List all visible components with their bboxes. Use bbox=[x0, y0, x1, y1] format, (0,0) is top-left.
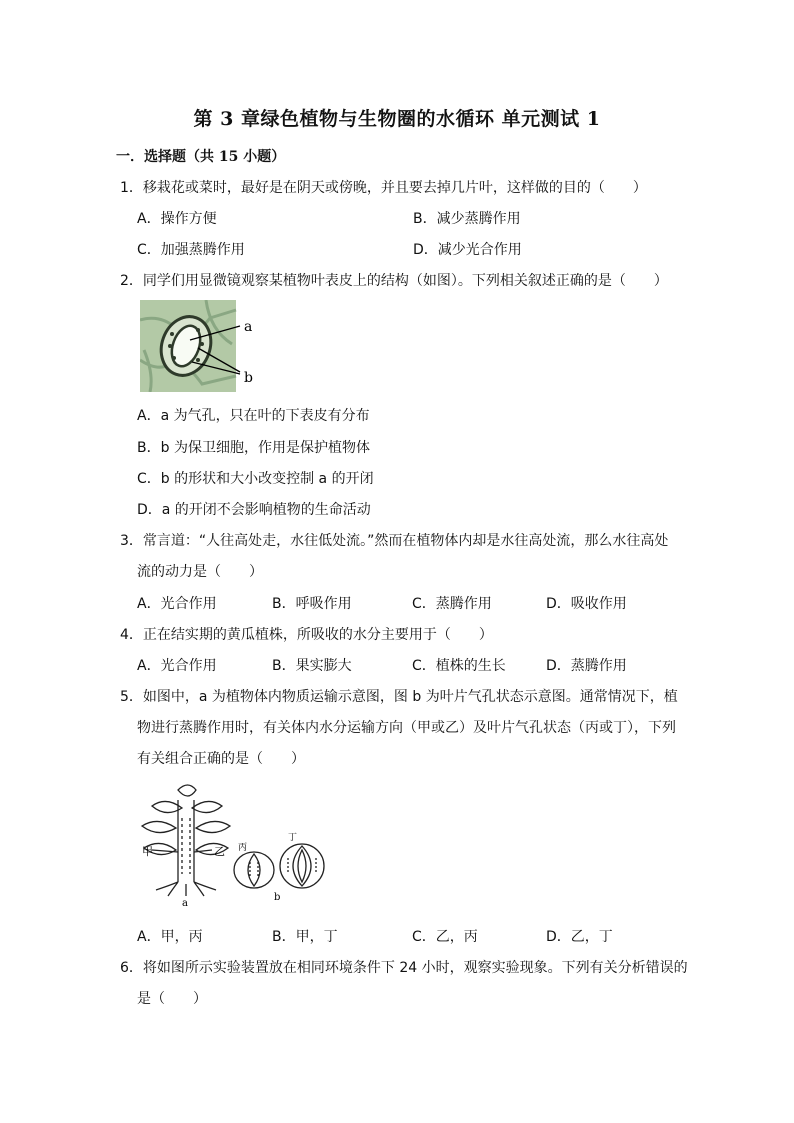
label-yi: 乙 bbox=[214, 845, 225, 858]
question-6-stem-line-2: 是（ ） bbox=[137, 991, 207, 1007]
question-1-option-d: D．减少光合作用 bbox=[413, 242, 522, 258]
label-a: a bbox=[182, 898, 188, 908]
question-6-stem-line-1: 6．将如图所示实验装置放在相同环境条件下 24 小时，观察实验现象。下列有关分析错误的 bbox=[120, 960, 688, 976]
question-5-stem-line-1: 5．如图中，a 为植物体内物质运输示意图，图 b 为叶片气孔状态示意图。通常情况下，植 bbox=[120, 689, 678, 705]
page-title: 第 3 章绿色植物与生物圈的水循环 单元测试 1 bbox=[193, 108, 601, 130]
figure-label-b: b bbox=[244, 370, 253, 386]
question-4-option-c: C．植株的生长 bbox=[412, 658, 506, 674]
question-5-stem-line-2: 物进行蒸腾作用时，有关体内水分运输方向（甲或乙）及叶片气孔状态（丙或丁），下列 bbox=[137, 720, 676, 736]
question-4-option-b: B．果实膨大 bbox=[272, 658, 352, 674]
figure-label-a: a bbox=[244, 319, 253, 335]
stomata-micrograph-figure bbox=[140, 300, 265, 392]
question-5-option-c: C．乙，丙 bbox=[412, 929, 478, 945]
plant-transport-stomata-figure bbox=[138, 778, 338, 908]
question-1-option-c: C．加强蒸腾作用 bbox=[137, 242, 245, 258]
question-3-stem-line-1: 3．常言道：“人往高处走，水往低处流。”然而在植物体内却是水往高处流，那么水往高处 bbox=[120, 533, 669, 549]
question-4-stem: 4．正在结实期的黄瓜植株，所吸收的水分主要用于（ ） bbox=[120, 627, 493, 643]
question-1-option-a: A．操作方便 bbox=[137, 211, 217, 227]
question-5-stem-line-3: 有关组合正确的是（ ） bbox=[137, 751, 305, 767]
question-2-option-c: C．b 的形状和大小改变控制 a 的开闭 bbox=[137, 471, 374, 487]
question-3-option-c: C．蒸腾作用 bbox=[412, 596, 492, 612]
question-2-option-d: D．a 的开闭不会影响植物的生命活动 bbox=[137, 502, 371, 518]
question-3-option-d: D．吸收作用 bbox=[546, 596, 627, 612]
section-heading: 一．选择题（共 15 小题） bbox=[116, 149, 286, 165]
question-5-option-a: A．甲，丙 bbox=[137, 929, 203, 945]
question-1-option-b: B．减少蒸腾作用 bbox=[413, 211, 521, 227]
question-3-option-a: A．光合作用 bbox=[137, 596, 217, 612]
question-3-option-b: B．呼吸作用 bbox=[272, 596, 352, 612]
question-2-stem: 2．同学们用显微镜观察某植物叶表皮上的结构（如图）。下列相关叙述正确的是（ ） bbox=[120, 273, 668, 289]
plant-drawing bbox=[142, 785, 230, 896]
question-4-option-a: A．光合作用 bbox=[137, 658, 217, 674]
label-b: b bbox=[274, 892, 281, 903]
question-3-stem-line-2: 流的动力是（ ） bbox=[137, 564, 263, 580]
question-5-option-d: D．乙，丁 bbox=[546, 929, 613, 945]
label-jia: 甲 bbox=[142, 845, 153, 858]
question-5-option-b: B．甲，丁 bbox=[272, 929, 338, 945]
question-2-option-a: A．a 为气孔，只在叶的下表皮有分布 bbox=[137, 408, 370, 424]
label-ding: 丁 bbox=[288, 833, 298, 843]
stomata-drawing bbox=[234, 844, 324, 888]
question-2-option-b: B．b 为保卫细胞，作用是保护植物体 bbox=[137, 440, 370, 456]
label-bing: 丙 bbox=[238, 843, 248, 853]
question-4-option-d: D．蒸腾作用 bbox=[546, 658, 627, 674]
question-1-stem: 1．移栽花或菜时，最好是在阴天或傍晚，并且要去掉几片叶，这样做的目的（ ） bbox=[120, 180, 647, 196]
